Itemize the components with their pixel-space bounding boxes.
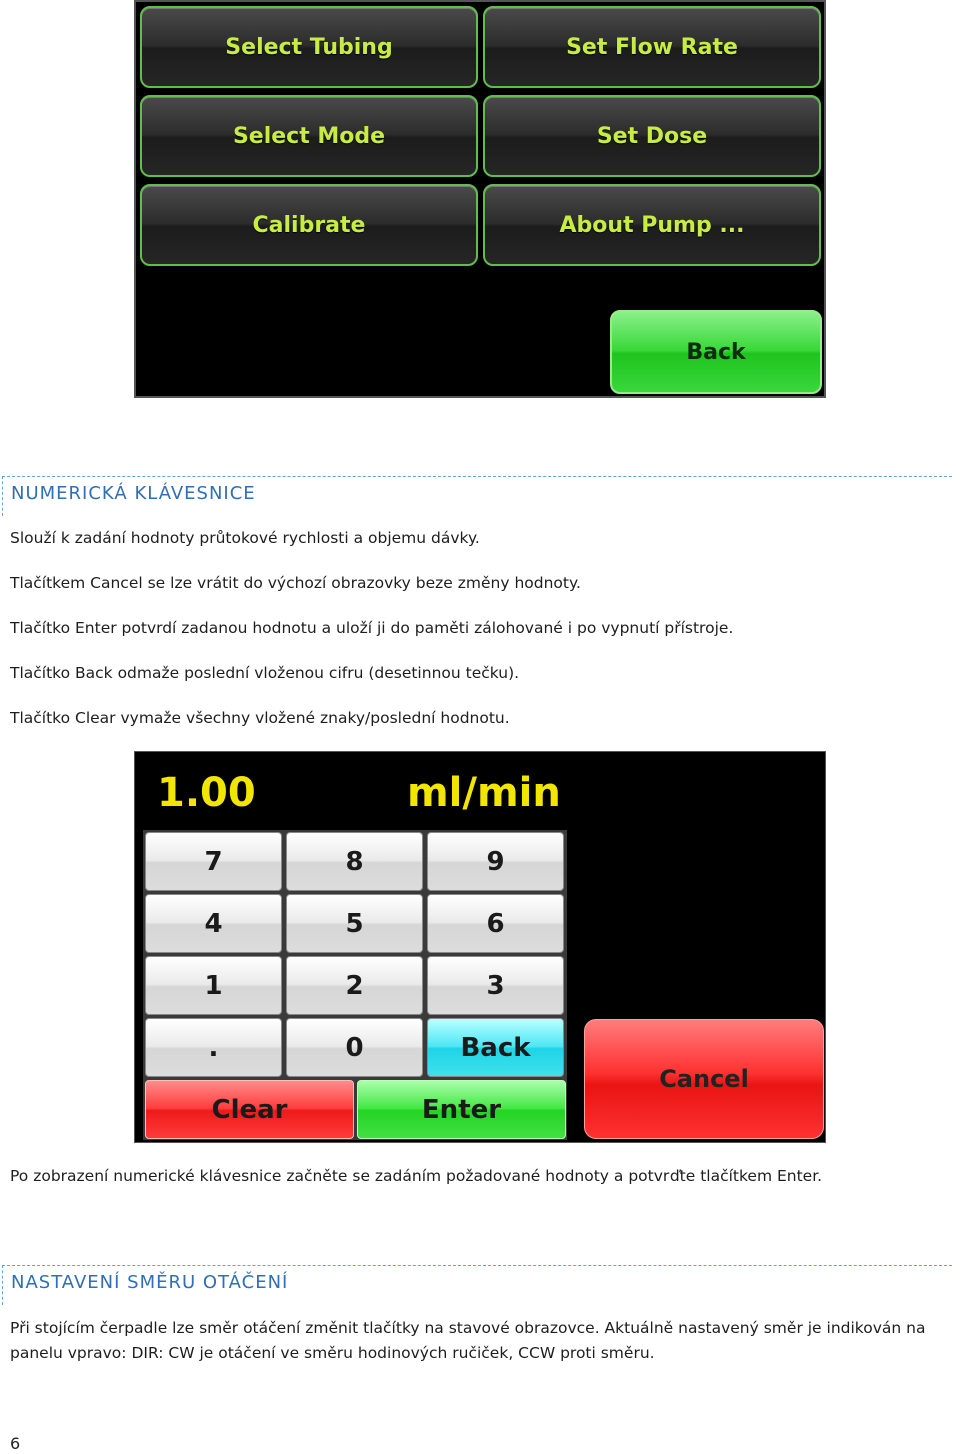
key-3[interactable]: 3 [427,956,564,1015]
set-dose-button[interactable]: Set Dose [483,95,821,177]
key-6[interactable]: 6 [427,894,564,953]
paragraph: Tlačítko Back odmaže poslední vloženou cifru (desetinnou tečku). [10,664,520,682]
key-9[interactable]: 9 [427,832,564,891]
page-number: 6 [10,1434,21,1453]
value-display: 1.00 [157,770,256,816]
unit-display: ml/min [407,770,561,816]
paragraph: Tlačítko Enter potvrdí zadanou hodnotu a uloží ji do paměti zálohované i po vypnutí přístroje. [10,619,734,637]
key-2[interactable]: 2 [286,956,423,1015]
key-4[interactable]: 4 [145,894,282,953]
paragraph: Tlačítkem Cancel se lze vrátit do výchozí obrazovky beze změny hodnoty. [10,574,581,592]
key-0[interactable]: 0 [286,1018,423,1077]
menu-back-button[interactable]: Back [610,310,822,394]
keypad-screenshot [134,751,826,1143]
select-mode-button[interactable]: Select Mode [140,95,478,177]
key-decimal-point[interactable]: . [145,1018,282,1077]
enter-button[interactable]: Enter [357,1080,566,1139]
about-pump-button[interactable]: About Pump ... [483,184,821,266]
clear-button[interactable]: Clear [145,1080,354,1139]
paragraph: Tlačítko Clear vymaže všechny vložené znaky/poslední hodnotu. [10,709,510,727]
set-flow-rate-button[interactable]: Set Flow Rate [483,6,821,88]
select-tubing-button[interactable]: Select Tubing [140,6,478,88]
keypad [143,830,567,1140]
key-8[interactable]: 8 [286,832,423,891]
paragraph: Při stojícím čerpadle lze směr otáčení změnit tlačítky na stavové obrazovce. Aktuálně nastavený směr je indikován na panelu vpravo: DIR: CW je otáčení ve směru hodinových ručiček, CCW proti směru. [10,1319,926,1362]
key-back[interactable]: Back [427,1018,564,1077]
key-1[interactable]: 1 [145,956,282,1015]
key-5[interactable]: 5 [286,894,423,953]
paragraph: Slouží k zadání hodnoty průtokové rychlosti a objemu dávky. [10,529,480,547]
paragraph: Po zobrazení numerické klávesnice začněte se zadáním požadované hodnoty a potvrďte tlačítkem Enter. [10,1167,823,1185]
pump-menu-screenshot [134,0,826,398]
section-heading-numeric-keypad: NUMERICKÁ KLÁVESNICE [2,476,952,516]
key-7[interactable]: 7 [145,832,282,891]
cancel-button[interactable]: Cancel [584,1019,824,1139]
calibrate-button[interactable]: Calibrate [140,184,478,266]
section-heading-rotation-direction: NASTAVENÍ SMĚRU OTÁČENÍ [2,1265,952,1305]
